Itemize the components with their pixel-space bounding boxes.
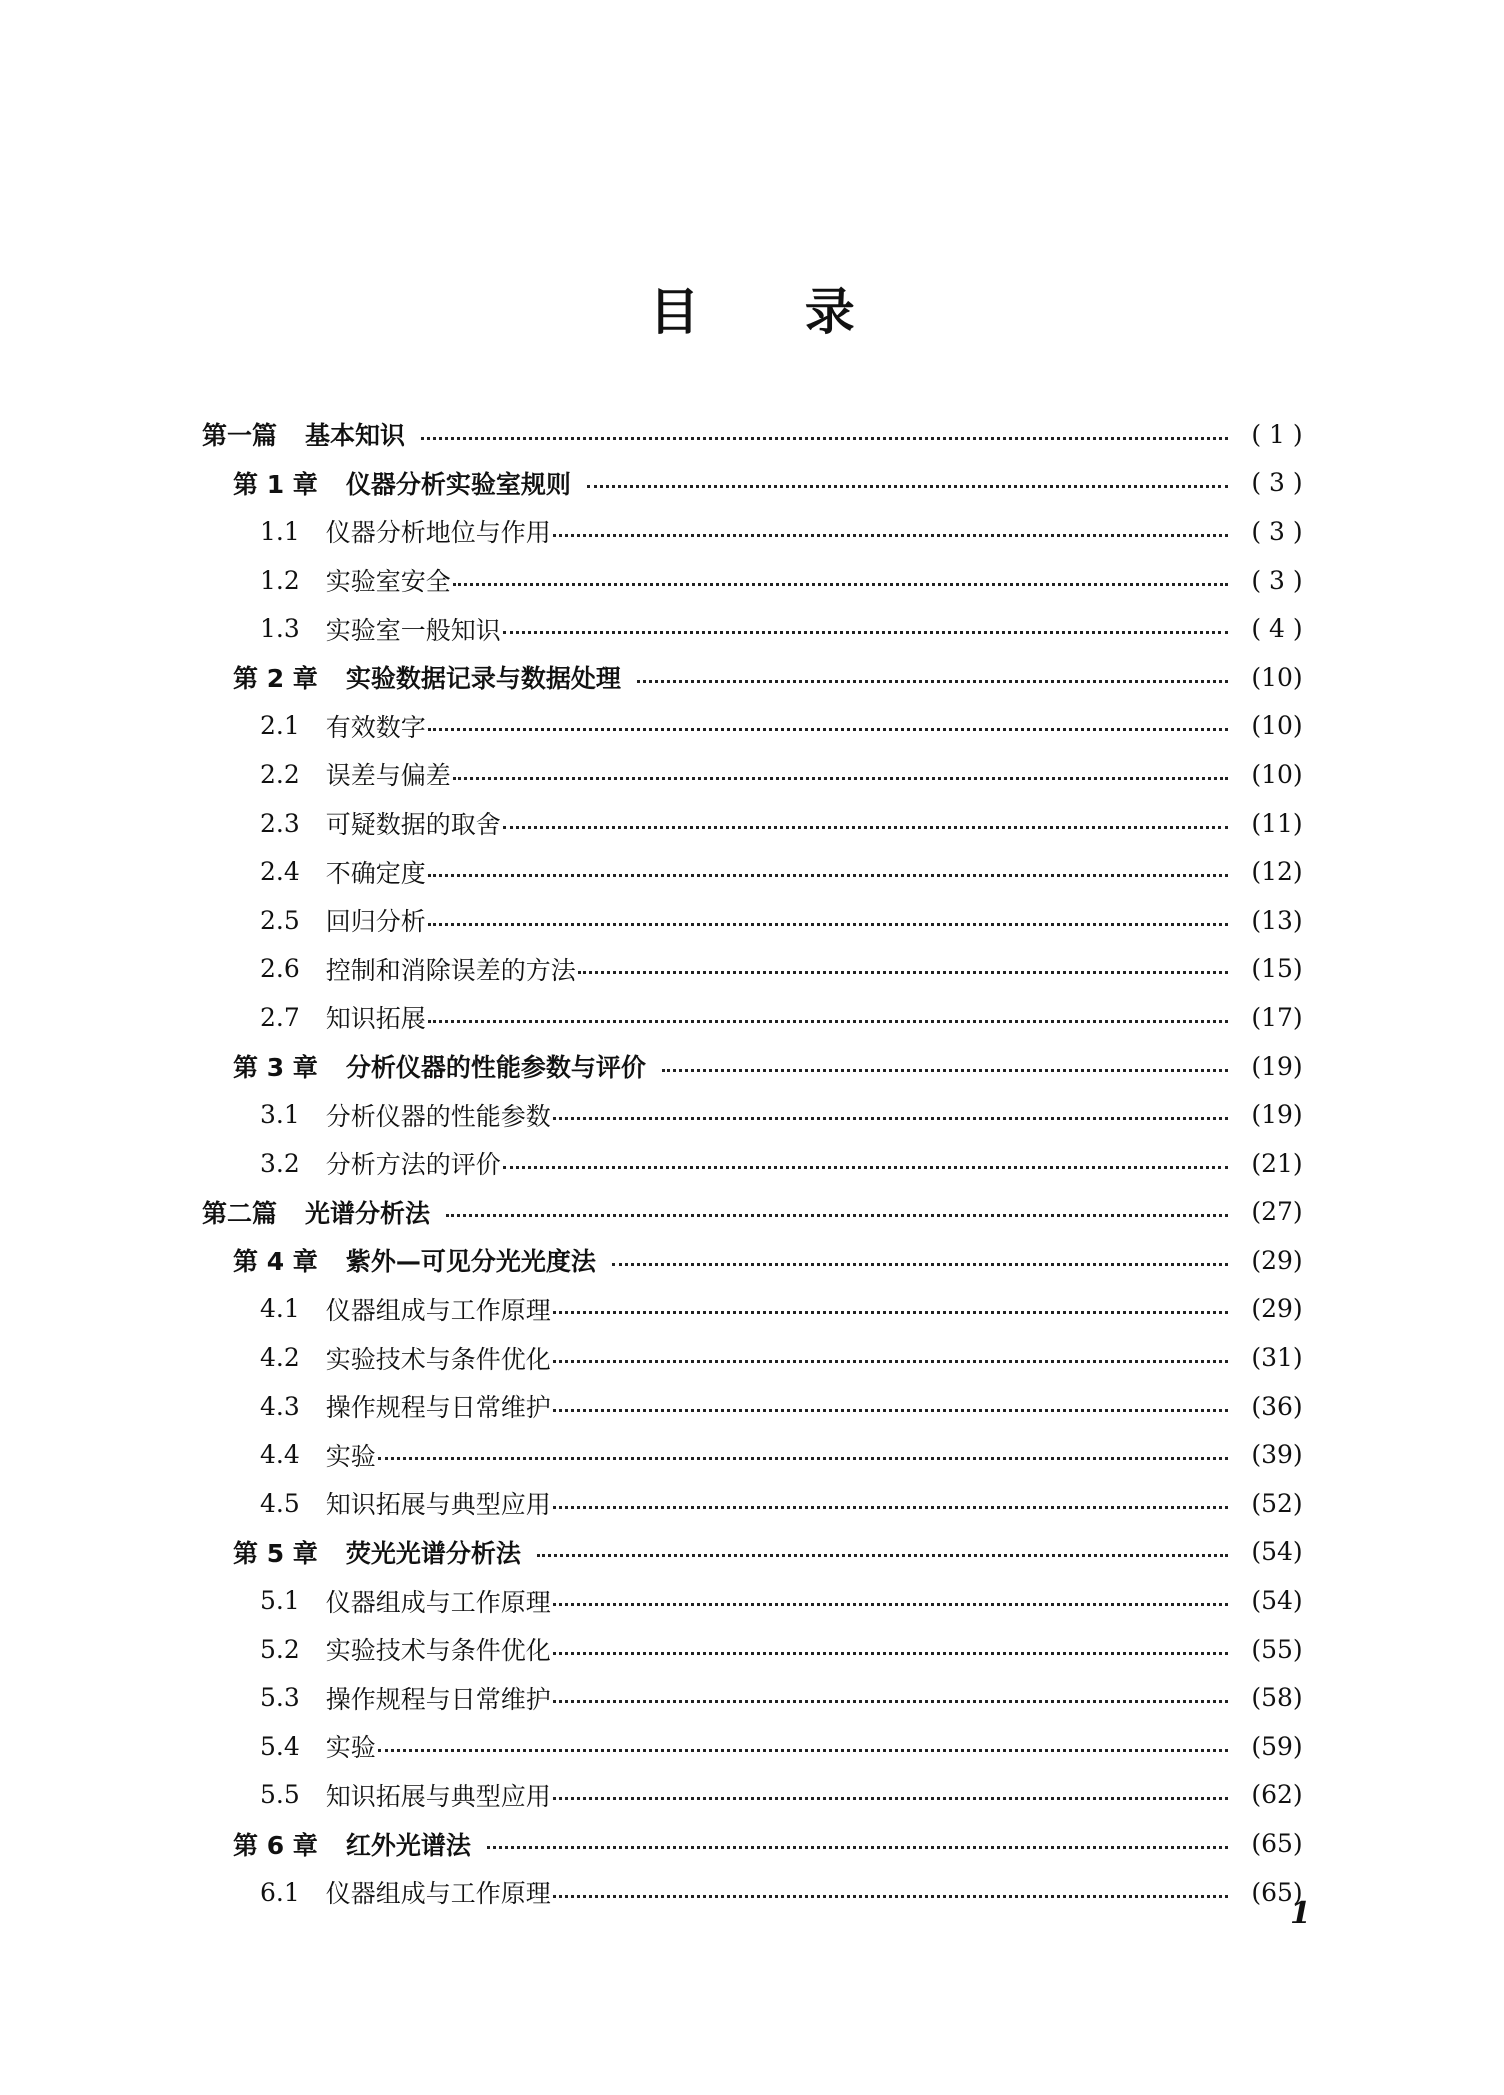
toc-entry-number: 5.5 bbox=[260, 1780, 300, 1810]
toc-entry-page: (10) bbox=[1251, 759, 1303, 789]
toc-entry-section[interactable] bbox=[202, 1090, 1318, 1139]
toc-entry-title: 知识拓展 bbox=[325, 1004, 426, 1034]
toc-entry-title: 仪器组成与工作原理 bbox=[325, 1295, 551, 1325]
toc-entry-number: 4.2 bbox=[260, 1343, 300, 1373]
toc-entry-section[interactable] bbox=[202, 799, 1318, 848]
toc-entry-section[interactable] bbox=[202, 1285, 1318, 1334]
toc-entry-section[interactable] bbox=[202, 847, 1318, 896]
toc-entry-page: (54) bbox=[1251, 1537, 1303, 1567]
toc-entry-number: 第一篇 bbox=[202, 421, 278, 451]
toc-entry-title: 仪器分析地位与作用 bbox=[325, 518, 551, 548]
toc-entry-title: 实验 bbox=[325, 1441, 376, 1471]
toc-entry-number: 4.5 bbox=[260, 1488, 300, 1518]
dot-leader bbox=[453, 583, 1228, 586]
dot-leader bbox=[503, 1166, 1228, 1169]
dot-leader bbox=[446, 1214, 1228, 1217]
dot-leader bbox=[537, 1554, 1228, 1557]
dot-leader bbox=[428, 728, 1228, 731]
page-number: 1 bbox=[1290, 1896, 1311, 1931]
toc-entry-number: 第二篇 bbox=[202, 1198, 278, 1228]
toc-entry-number: 第 5 章 bbox=[233, 1538, 318, 1568]
toc-entry-section[interactable] bbox=[202, 1868, 1318, 1917]
toc-entry-title: 回归分析 bbox=[325, 907, 426, 937]
toc-entry-title: 实验技术与条件优化 bbox=[325, 1344, 551, 1374]
toc-entry-page: (17) bbox=[1251, 1002, 1303, 1032]
toc-entry-page: (65) bbox=[1251, 1877, 1303, 1907]
toc-entry-section[interactable] bbox=[202, 702, 1318, 751]
page-title: 目 录 bbox=[649, 283, 899, 341]
toc-entry-number: 4.3 bbox=[260, 1391, 300, 1421]
toc-entry-title: 仪器分析实验室规则 bbox=[345, 469, 571, 499]
toc-entry-number: 1.3 bbox=[260, 614, 300, 644]
dot-leader bbox=[553, 534, 1228, 537]
toc-entry-title: 基本知识 bbox=[305, 421, 406, 451]
dot-leader bbox=[553, 1797, 1228, 1800]
toc-entry-page: ( 4 ) bbox=[1251, 614, 1303, 644]
dot-leader bbox=[553, 1603, 1228, 1606]
toc-entry-part[interactable] bbox=[202, 410, 1318, 459]
toc-entry-title: 红外光谱法 bbox=[345, 1830, 471, 1860]
toc-entry-number: 5.1 bbox=[260, 1586, 300, 1616]
dot-leader bbox=[553, 1652, 1228, 1655]
dot-leader bbox=[612, 1263, 1228, 1266]
dot-leader bbox=[428, 923, 1228, 926]
toc-entry-page: (15) bbox=[1251, 954, 1303, 984]
dot-leader bbox=[578, 971, 1228, 974]
toc-entry-title: 知识拓展与典型应用 bbox=[325, 1490, 551, 1520]
toc-entry-page: (55) bbox=[1251, 1634, 1303, 1664]
dot-leader bbox=[587, 485, 1228, 488]
toc-entry-section[interactable] bbox=[202, 1382, 1318, 1431]
dot-leader bbox=[428, 1020, 1228, 1023]
toc-entry-title: 操作规程与日常维护 bbox=[325, 1684, 551, 1714]
toc-entry-title: 可疑数据的取舍 bbox=[325, 810, 501, 840]
toc-entry-title: 操作规程与日常维护 bbox=[325, 1393, 551, 1423]
toc-entry-page: ( 3 ) bbox=[1251, 468, 1303, 498]
toc-entry-section[interactable] bbox=[202, 993, 1318, 1042]
toc-entry-title: 实验室一般知识 bbox=[325, 615, 501, 645]
toc-entry-title: 实验数据记录与数据处理 bbox=[345, 664, 621, 694]
toc-entry-page: (65) bbox=[1251, 1829, 1303, 1859]
toc-entry-number: 2.5 bbox=[260, 905, 300, 935]
toc-entry-number: 3.1 bbox=[260, 1100, 300, 1130]
toc-entry-number: 1.1 bbox=[260, 516, 300, 546]
toc-entry-chapter[interactable] bbox=[202, 1042, 1318, 1091]
toc-entry-title: 仪器组成与工作原理 bbox=[325, 1879, 551, 1909]
toc-entry-number: 2.6 bbox=[260, 954, 300, 984]
toc-entry-page: (21) bbox=[1251, 1148, 1303, 1178]
toc-entry-number: 第 4 章 bbox=[233, 1247, 318, 1277]
toc-entry-page: (39) bbox=[1251, 1440, 1303, 1470]
toc-entry-page: (31) bbox=[1251, 1343, 1303, 1373]
toc-entry-number: 5.3 bbox=[260, 1683, 300, 1713]
toc-entry-page: (62) bbox=[1251, 1780, 1303, 1810]
dot-leader bbox=[553, 1506, 1228, 1509]
toc-entry-title: 紫外—可见分光光度法 bbox=[345, 1247, 596, 1277]
toc-entry-title: 仪器组成与工作原理 bbox=[325, 1587, 551, 1617]
toc-entry-page: (29) bbox=[1251, 1294, 1303, 1324]
toc-entry-number: 5.4 bbox=[260, 1731, 300, 1761]
toc-entry-section[interactable] bbox=[202, 1625, 1318, 1674]
toc-entry-title: 控制和消除误差的方法 bbox=[325, 955, 576, 985]
toc-entry-title: 知识拓展与典型应用 bbox=[325, 1781, 551, 1811]
toc-entry-title: 分析方法的评价 bbox=[325, 1150, 501, 1180]
toc-entry-chapter[interactable] bbox=[202, 1819, 1318, 1868]
dot-leader bbox=[637, 680, 1228, 683]
toc-entry-page: (11) bbox=[1251, 808, 1303, 838]
dot-leader bbox=[553, 1895, 1228, 1898]
toc-entry-number: 2.4 bbox=[260, 857, 300, 887]
toc-entry-number: 第 6 章 bbox=[233, 1830, 318, 1860]
toc-entry-number: 4.1 bbox=[260, 1294, 300, 1324]
toc-entry-number: 第 3 章 bbox=[233, 1053, 318, 1083]
toc-entry-page: (52) bbox=[1251, 1488, 1303, 1518]
toc-entry-section[interactable] bbox=[202, 1139, 1318, 1188]
toc-entry-page: (58) bbox=[1251, 1683, 1303, 1713]
toc-entry-page: (36) bbox=[1251, 1391, 1303, 1421]
toc-entry-section[interactable] bbox=[202, 604, 1318, 653]
toc-entry-title: 实验 bbox=[325, 1733, 376, 1763]
toc-entry-page: (19) bbox=[1251, 1100, 1303, 1130]
toc-entry-page: ( 3 ) bbox=[1251, 565, 1303, 595]
toc-entry-chapter[interactable] bbox=[202, 459, 1318, 508]
dot-leader bbox=[553, 1360, 1228, 1363]
toc-entry-number: 2.3 bbox=[260, 808, 300, 838]
dot-leader bbox=[487, 1846, 1228, 1849]
toc-entry-chapter[interactable] bbox=[202, 653, 1318, 702]
toc-entry-title: 分析仪器的性能参数与评价 bbox=[345, 1053, 646, 1083]
toc-entry-page: (27) bbox=[1251, 1197, 1303, 1227]
toc-entry-page: (10) bbox=[1251, 662, 1303, 692]
toc-entry-page: ( 1 ) bbox=[1251, 419, 1303, 449]
toc-entry-title: 实验室安全 bbox=[325, 567, 451, 597]
dot-leader bbox=[453, 777, 1228, 780]
dot-leader bbox=[378, 1749, 1228, 1752]
toc-entry-title: 有效数字 bbox=[325, 712, 426, 742]
dot-leader bbox=[421, 437, 1228, 440]
toc-entry-section[interactable] bbox=[202, 1333, 1318, 1382]
dot-leader bbox=[553, 1311, 1228, 1314]
toc-entry-title: 不确定度 bbox=[325, 858, 426, 888]
toc-entry-number: 2.1 bbox=[260, 711, 300, 741]
toc-entry-number: 1.2 bbox=[260, 565, 300, 595]
dot-leader bbox=[553, 1117, 1228, 1120]
toc-entry-page: (54) bbox=[1251, 1586, 1303, 1616]
toc-entry-part[interactable] bbox=[202, 1188, 1318, 1237]
toc-entry-page: (13) bbox=[1251, 905, 1303, 935]
toc-entry-title: 分析仪器的性能参数 bbox=[325, 1101, 551, 1131]
dot-leader bbox=[378, 1457, 1228, 1460]
toc-entry-page: (19) bbox=[1251, 1051, 1303, 1081]
toc-entry-title: 误差与偏差 bbox=[325, 761, 451, 791]
toc-entry-section[interactable] bbox=[202, 1479, 1318, 1528]
dot-leader bbox=[662, 1069, 1228, 1072]
toc-entry-number: 2.2 bbox=[260, 759, 300, 789]
toc-entry-section[interactable] bbox=[202, 507, 1318, 556]
toc-entry-page: (12) bbox=[1251, 857, 1303, 887]
toc-entry-number: 第 2 章 bbox=[233, 664, 318, 694]
toc-entry-section[interactable] bbox=[202, 945, 1318, 994]
toc-entry-section[interactable] bbox=[202, 1576, 1318, 1625]
toc-entry-section[interactable] bbox=[202, 1722, 1318, 1771]
toc-entry-section[interactable] bbox=[202, 1430, 1318, 1479]
toc-entry-page: (59) bbox=[1251, 1731, 1303, 1761]
toc-entry-number: 5.2 bbox=[260, 1634, 300, 1664]
dot-leader bbox=[503, 631, 1228, 634]
toc-entry-title: 实验技术与条件优化 bbox=[325, 1636, 551, 1666]
toc-entry-page: (29) bbox=[1251, 1245, 1303, 1275]
toc-entry-number: 6.1 bbox=[260, 1877, 300, 1907]
toc-entry-chapter[interactable] bbox=[202, 1528, 1318, 1577]
toc-entry-title: 荧光光谱分析法 bbox=[345, 1538, 521, 1568]
table-of-contents bbox=[202, 410, 1318, 1916]
toc-entry-section[interactable] bbox=[202, 896, 1318, 945]
toc-entry-chapter[interactable] bbox=[202, 1236, 1318, 1285]
dot-leader bbox=[428, 874, 1228, 877]
toc-entry-section[interactable] bbox=[202, 1673, 1318, 1722]
toc-entry-page: (10) bbox=[1251, 711, 1303, 741]
toc-entry-page: ( 3 ) bbox=[1251, 516, 1303, 546]
toc-entry-number: 4.4 bbox=[260, 1440, 300, 1470]
toc-entry-title: 光谱分析法 bbox=[305, 1198, 431, 1228]
toc-entry-section[interactable] bbox=[202, 1771, 1318, 1820]
toc-entry-section[interactable] bbox=[202, 556, 1318, 605]
toc-entry-number: 2.7 bbox=[260, 1002, 300, 1032]
toc-entry-number: 3.2 bbox=[260, 1148, 300, 1178]
dot-leader bbox=[553, 1700, 1228, 1703]
toc-entry-number: 第 1 章 bbox=[233, 469, 318, 499]
dot-leader bbox=[553, 1409, 1228, 1412]
dot-leader bbox=[503, 826, 1228, 829]
toc-entry-section[interactable] bbox=[202, 750, 1318, 799]
